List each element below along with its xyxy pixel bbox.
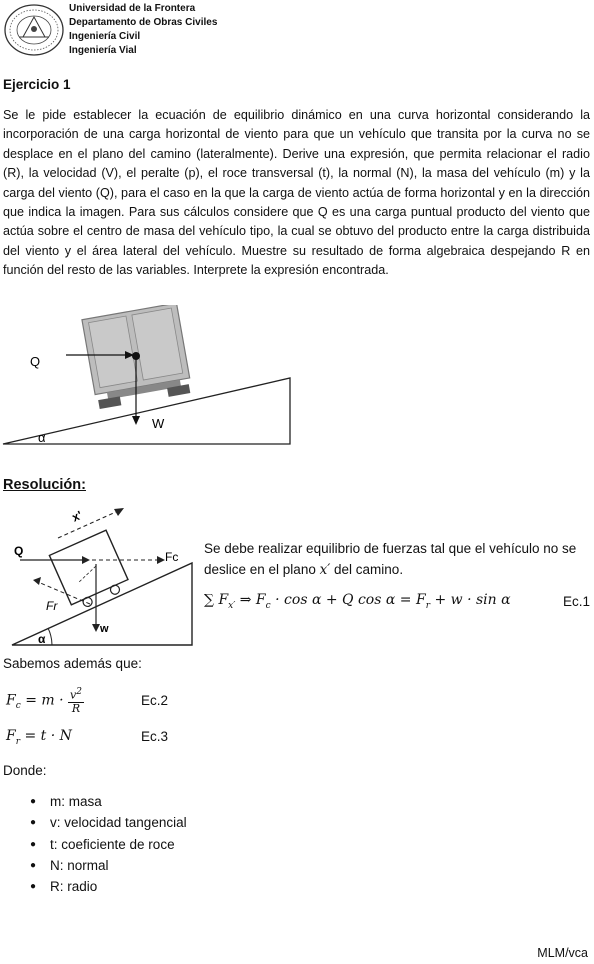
intro-variable: x′	[319, 562, 331, 578]
footer-initials: MLM/vca	[537, 946, 588, 960]
weight-label: W	[152, 416, 165, 431]
bullet-icon: ●	[30, 859, 37, 871]
equation-3-tag: Ec.3	[141, 729, 169, 744]
list-item: ● t: coeficiente de roce	[30, 835, 187, 856]
x-axis-label: x'	[69, 507, 85, 525]
exercise-figure	[0, 305, 594, 455]
equation-2: $F_c = m$ · $\frac{v^2}{R}$	[6, 687, 82, 715]
exercise-title: Ejercicio 1	[3, 77, 71, 92]
bullet-icon: ●	[30, 881, 37, 893]
bullet-icon: ●	[30, 817, 37, 829]
where-label: Donde:	[3, 763, 47, 778]
page-header	[0, 0, 594, 62]
equation-1: ∑ $F_{x'}$ ⇒ $F_c \cdot \cos \alpha + Q$ $\cos \alpha = F_r + w \cdot \sin \alpha$ Ec.1	[204, 592, 590, 611]
right-wheel	[109, 584, 121, 596]
equation-2-tag: Ec.2	[141, 693, 169, 708]
fc-label: Fc	[165, 550, 179, 564]
q-arrowhead	[82, 556, 90, 564]
q-label: Q	[14, 544, 24, 558]
university-name: Universidad de la Frontera	[69, 3, 196, 14]
career-name: Ingeniería Civil	[69, 31, 141, 42]
alpha-label: α	[38, 632, 46, 646]
fr-label: Fr	[46, 599, 58, 613]
equation-3: $F_r = t \cdot N$	[6, 728, 72, 747]
list-item: ● R: radio	[30, 877, 187, 898]
angle-label: α	[38, 430, 46, 445]
department-name: Departamento de Obras Civiles	[69, 17, 218, 28]
list-item: ● m: masa	[30, 792, 187, 813]
bullet-icon: ●	[30, 838, 37, 850]
resolution-title: Resolución:	[3, 477, 86, 493]
university-logo	[3, 3, 65, 57]
fr-arrowhead	[33, 577, 41, 585]
also-known-text: Sabemos además que:	[3, 656, 142, 671]
list-item: ● v: velocidad tangencial	[30, 813, 187, 834]
left-wheel	[82, 596, 94, 608]
course-name: Ingeniería Vial	[69, 45, 137, 56]
w-label: w	[100, 623, 109, 635]
fc-arrowhead	[157, 556, 165, 564]
intro-text-end: del camino.	[330, 562, 404, 577]
list-item: ● N: normal	[30, 856, 187, 877]
exercise-statement: Se le pide establecer la ecuación de equilibrio dinámico en una curva horizontal considerando la incorporación de una carga horizontal de viento para que un vehículo que transita por la curva no se desplace en el plano del camino (lateralmente). Derive una expresión, que permita relacionar el radio (R), la velocidad (V), el peralte (p), el roce transversal (t), la normal (N), la masa del vehículo (m) y la carga del viento (Q), para el caso en la que la carga de viento actúa de forma horizontal y en la dirección que indica la imagen. Para sus cálculos considere que Q es una carga puntual producto del viento que actúa sobre el centro de masa del vehículo tipo, la cual se obtuvo del producto entre la carga distribuida del viento y el área lateral del vehículo. Muestre su resultado de forma algebraica despejando R en función del resto de las variables. Interprete la expresión encontrada.	[3, 108, 590, 278]
resolution-intro	[204, 538, 592, 581]
weight-arrowhead	[132, 416, 140, 425]
equation-1-tag: Ec.1	[562, 594, 590, 609]
wind-load-label: Q	[30, 354, 41, 369]
w-arrowhead	[92, 624, 100, 632]
intro-text-start: Se debe realizar equilibrio de fuerzas tal que el vehículo no se deslice en el plano	[204, 541, 577, 577]
variable-list	[30, 792, 187, 898]
bullet-icon: ●	[30, 796, 37, 807]
free-body-diagram	[0, 500, 200, 650]
